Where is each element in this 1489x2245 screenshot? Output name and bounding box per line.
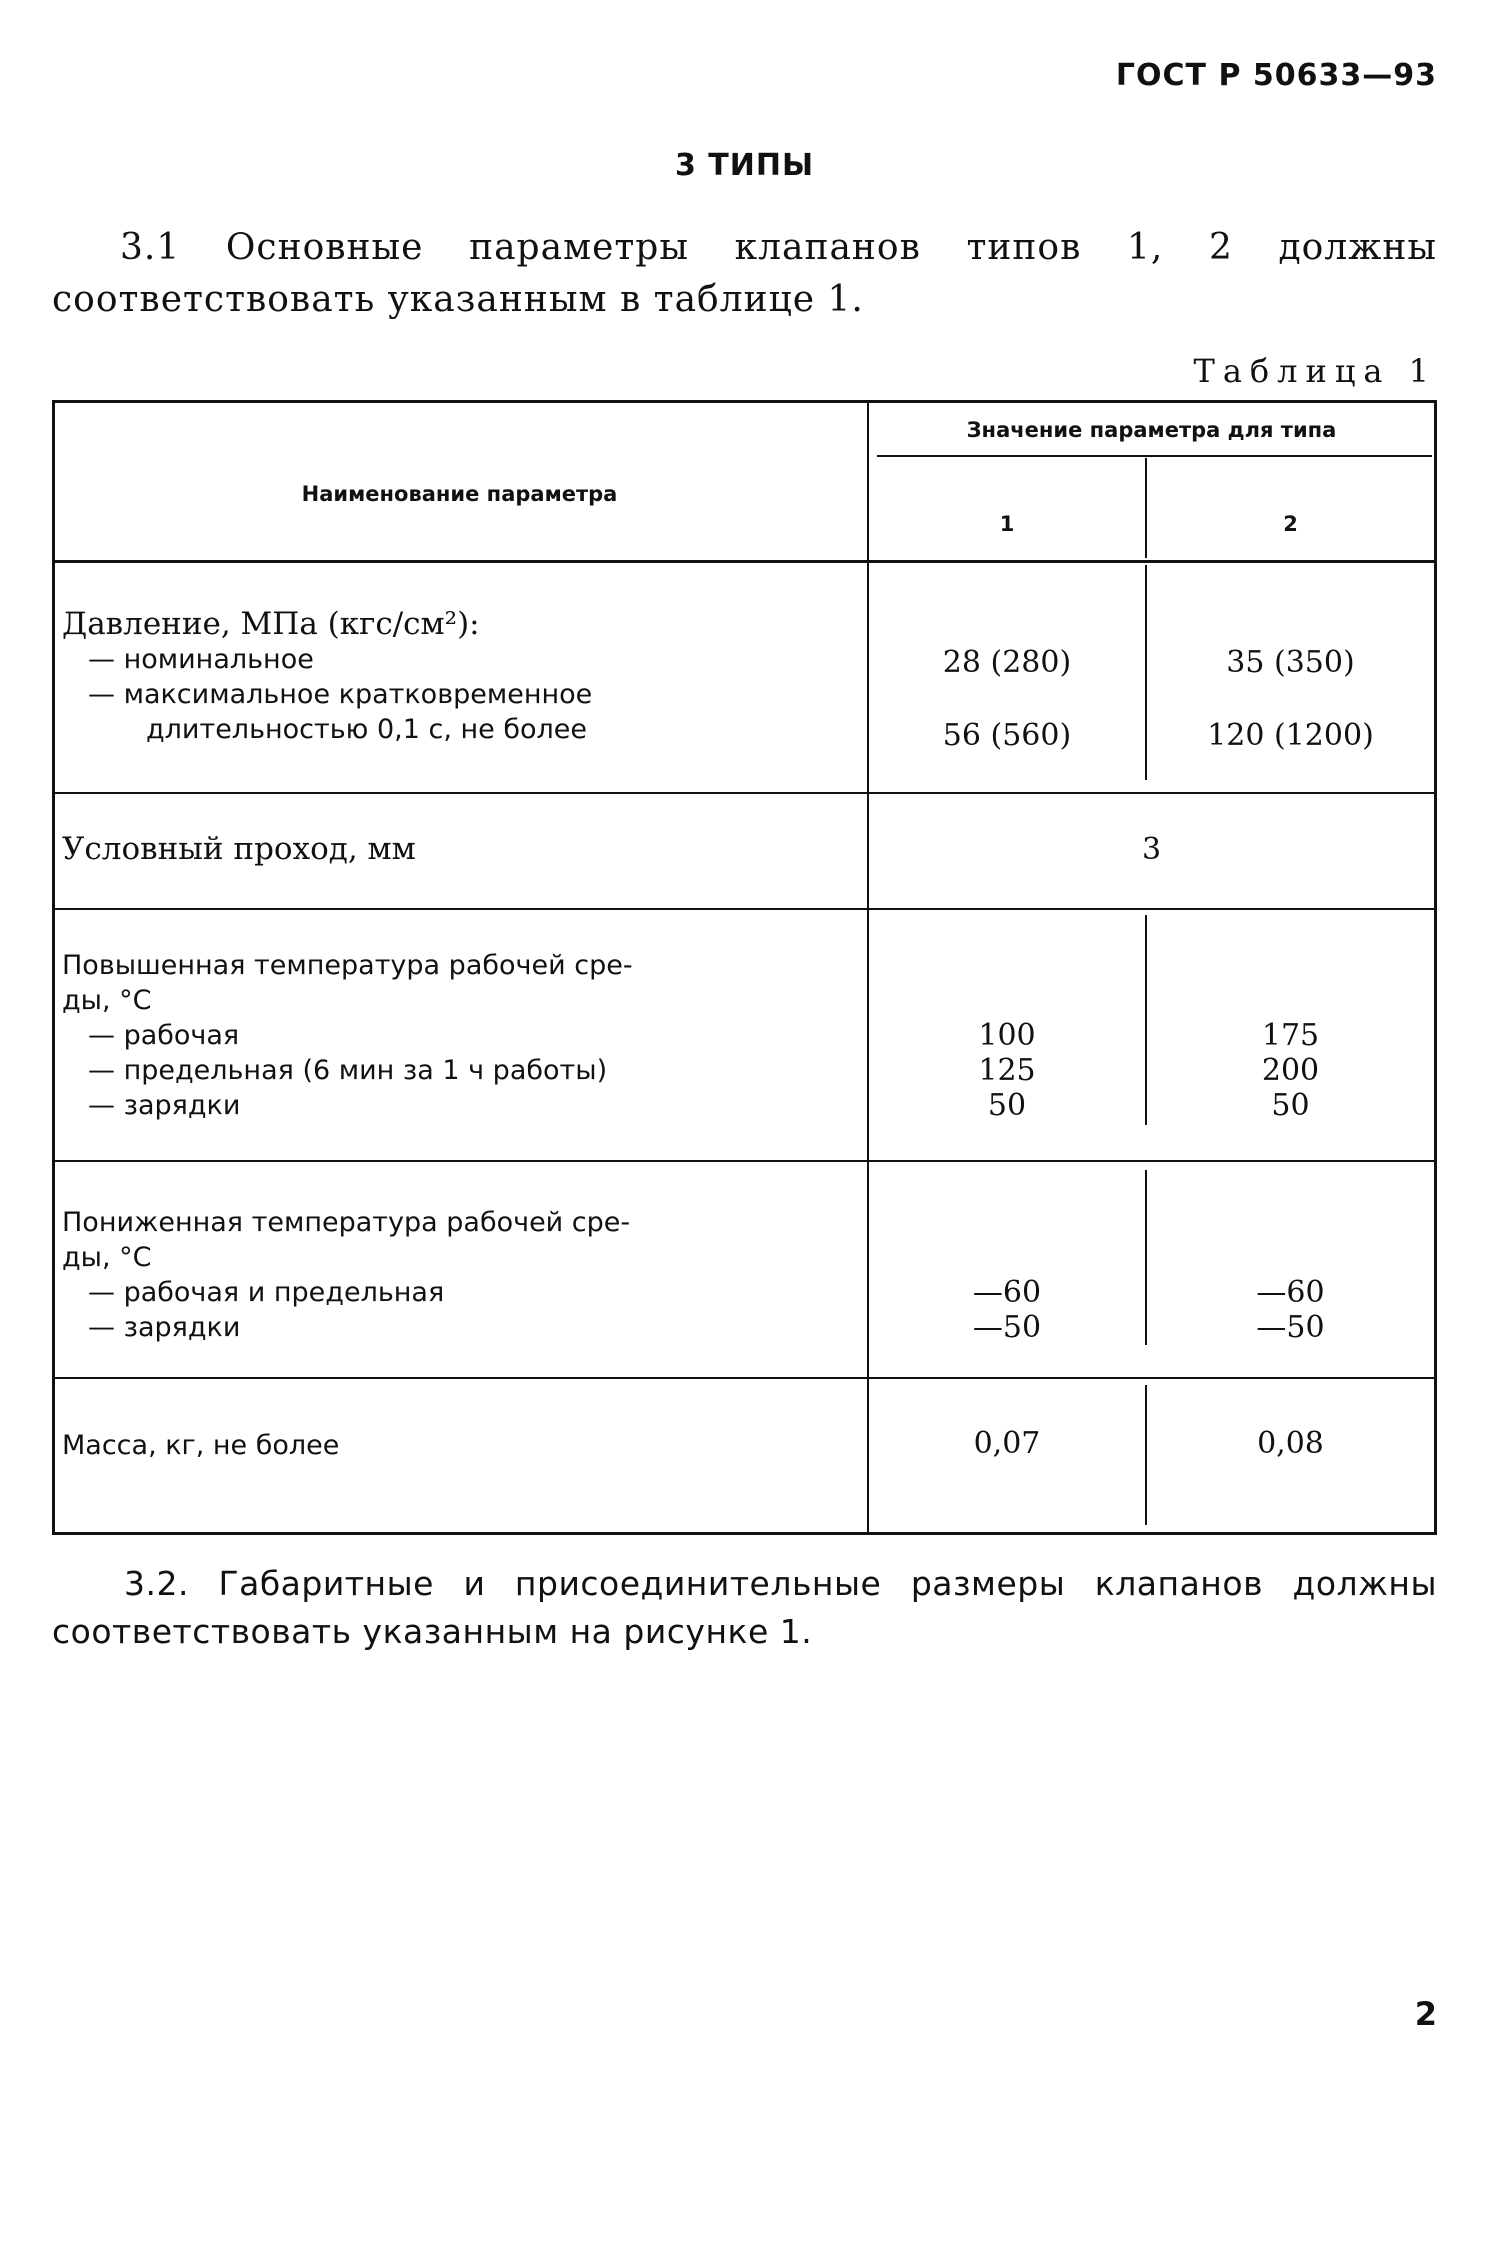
row-high-temp-type2-charging: 50 [1271,1088,1310,1123]
row-low-temp-label: Пониженная температура рабочей сре- ды, °С — рабочая и предельная — зарядки [62,1207,631,1343]
table-caption: Таблица 1 [1193,352,1437,390]
row-mass-type1: 0,07 [973,1426,1041,1461]
header-parameter-value: Значение параметра для типа [966,418,1337,442]
row-pressure-type1-nominal: 28 (280) [942,645,1072,680]
parameters-table [52,400,1437,1540]
row4-bottom-line [52,1377,1437,1379]
paragraph-3-2: 3.2. Габаритные и присоединительные размеры клапанов должны соответствовать указанным на рисунке 1. [52,1564,1437,1651]
row-bore-value: 3 [1141,832,1162,867]
row-high-temp-type2-limit: 200 [1261,1053,1320,1088]
row-high-temp-label: Повышенная температура рабочей сре- ды, °С — рабочая — предельная (6 мин за 1 ч работы) — зарядки [62,950,633,1121]
row3-bottom-line [52,1160,1437,1162]
table-top-border [52,400,1437,403]
row1-bottom-line [52,792,1437,794]
header-bottom-line [52,560,1437,563]
row-low-temp-type2-working: —60 [1256,1275,1325,1310]
table-left-border [52,400,55,1535]
row-pressure-type2-nominal: 35 (350) [1226,645,1355,680]
row-mass-type2: 0,08 [1257,1426,1324,1461]
document-code: ГОСТ Р 50633—93 [1115,58,1437,93]
row-high-temp-type1-limit: 125 [978,1053,1036,1088]
row-low-temp-type1-charging: —50 [972,1310,1042,1345]
paragraph-3-1: 3.1 Основные параметры клапанов типов 1, 2 должны соответствовать указанным в таблице 1. [52,227,1437,320]
row-pressure-type1-max: 56 (560) [942,718,1072,753]
row-low-temp-type2-charging: —50 [1256,1310,1325,1345]
header-value-underline [877,455,1432,457]
type-column-divider-header [1145,458,1147,558]
table-right-border [1434,400,1437,1535]
section-title: 3 ТИПЫ [674,148,815,183]
row-high-temp-type2-working: 175 [1261,1018,1320,1053]
row2-bottom-line [52,908,1437,910]
header-type-2: 2 [1283,512,1298,536]
row-pressure-type2-max: 120 (1200) [1207,718,1374,753]
row-bore-label: Условный проход, мм [62,831,416,867]
table-bottom-border [52,1532,1437,1535]
row-mass-label: Масса, кг, не более [62,1430,340,1461]
param-column-divider [867,400,869,1532]
row-pressure-label: Давление, МПа (кгс/см²): — номинальное — максимальное кратковременное длительностью 0,1 с, не более [62,606,593,745]
row-high-temp-type1-charging: 50 [987,1088,1027,1123]
page-number: 2 [1414,1995,1437,2033]
row-high-temp-type1-working: 100 [978,1018,1036,1053]
header-parameter-name: Наименование параметра [301,482,618,506]
header-type-1: 1 [999,512,1015,536]
row-low-temp-type1-working: —60 [972,1275,1042,1310]
